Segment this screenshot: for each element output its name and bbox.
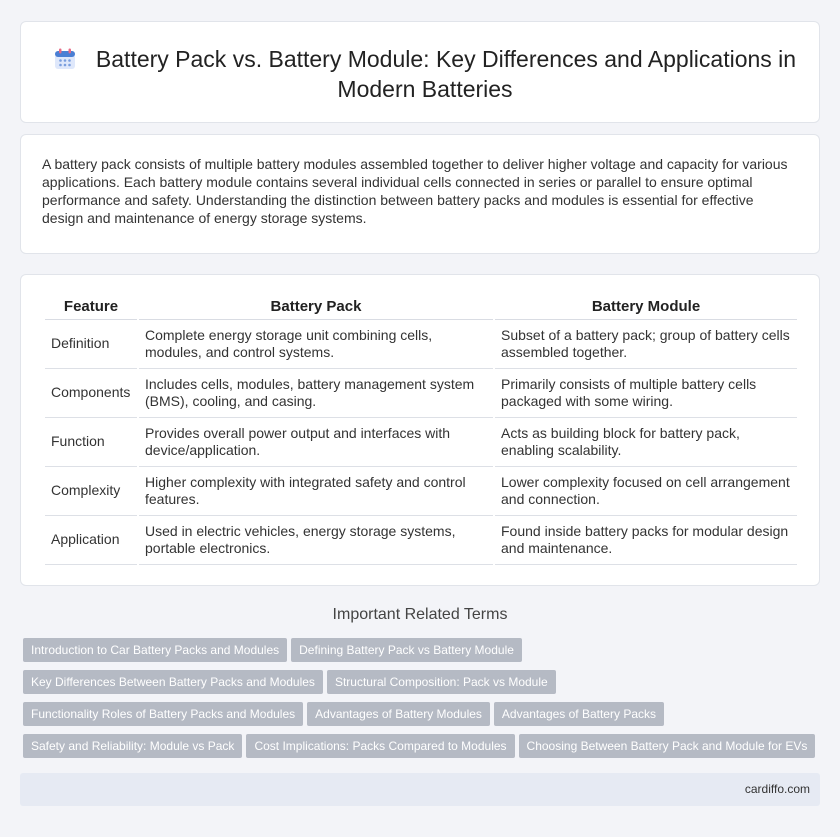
table-row	[45, 467, 797, 516]
row-pack: Higher complexity with integrated safety and control features.	[139, 467, 493, 516]
tag-link[interactable]: Key Differences Between Battery Packs and Modules	[23, 670, 323, 694]
tag-link[interactable]: Cost Implications: Packs Compared to Modules	[246, 734, 514, 758]
tag-link[interactable]: Introduction to Car Battery Packs and Modules	[23, 638, 287, 662]
header-feature: Feature	[45, 295, 137, 320]
tag-link[interactable]: Advantages of Battery Packs	[494, 702, 664, 726]
footer	[20, 773, 820, 806]
related-tags	[23, 638, 823, 766]
page-title	[51, 44, 799, 104]
row-module: Lower complexity focused on cell arrangement and connection.	[495, 467, 797, 516]
table-row	[45, 369, 797, 418]
comparison-table	[43, 295, 799, 565]
tag-link[interactable]: Functionality Roles of Battery Packs and Modules	[23, 702, 303, 726]
tag-link[interactable]: Defining Battery Pack vs Battery Module	[291, 638, 522, 662]
row-pack: Complete energy storage unit combining cells, modules, and control systems.	[139, 320, 493, 369]
table-row	[45, 320, 797, 369]
related-terms-title: Important Related Terms	[332, 606, 508, 623]
row-feature: Components	[45, 369, 137, 418]
header-battery-module: Battery Module	[495, 295, 797, 320]
row-module: Acts as building block for battery pack, enabling scalability.	[495, 418, 797, 467]
tag-row	[23, 670, 823, 702]
tag-row	[23, 734, 823, 766]
tag-link[interactable]: Safety and Reliability: Module vs Pack	[23, 734, 242, 758]
table-row	[45, 418, 797, 467]
table-header-row	[45, 295, 797, 320]
row-pack: Provides overall power output and interfaces with device/application.	[139, 418, 493, 467]
row-module: Subset of a battery pack; group of battery cells assembled together.	[495, 320, 797, 369]
page-title-text: Battery Pack vs. Battery Module: Key Differences and Applications in Modern Batteries	[95, 46, 797, 102]
row-pack: Used in electric vehicles, energy storage systems, portable electronics.	[139, 516, 493, 565]
intro-paragraph: A battery pack consists of multiple battery modules assembled together to deliver higher voltage and capacity for various applications. Each battery module contains several individual cells connected in series or parallel to ensure optimal performance and safety. Understanding the distinction between battery packs and modules is essential for effective design and maintenance of energy storage systems.	[42, 156, 788, 226]
row-module: Found inside battery packs for modular design and maintenance.	[495, 516, 797, 565]
header-battery-pack: Battery Pack	[139, 295, 493, 320]
intro-card	[20, 134, 820, 254]
row-pack: Includes cells, modules, battery management system (BMS), cooling, and casing.	[139, 369, 493, 418]
comparison-card	[20, 274, 820, 586]
footer-site-link[interactable]: cardiffo.com	[744, 782, 810, 796]
row-feature: Application	[45, 516, 137, 565]
tag-row	[23, 638, 823, 670]
tag-link[interactable]: Advantages of Battery Modules	[307, 702, 490, 726]
row-feature: Function	[45, 418, 137, 467]
row-feature: Complexity	[45, 467, 137, 516]
tag-row	[23, 702, 823, 734]
table-row	[45, 516, 797, 565]
row-feature: Definition	[45, 320, 137, 369]
title-card	[20, 21, 820, 123]
tag-link[interactable]: Choosing Between Battery Pack and Module for EVs	[519, 734, 816, 758]
tag-link[interactable]: Structural Composition: Pack vs Module	[327, 670, 556, 694]
calendar-icon	[54, 48, 76, 70]
row-module: Primarily consists of multiple battery cells packaged with some wiring.	[495, 369, 797, 418]
